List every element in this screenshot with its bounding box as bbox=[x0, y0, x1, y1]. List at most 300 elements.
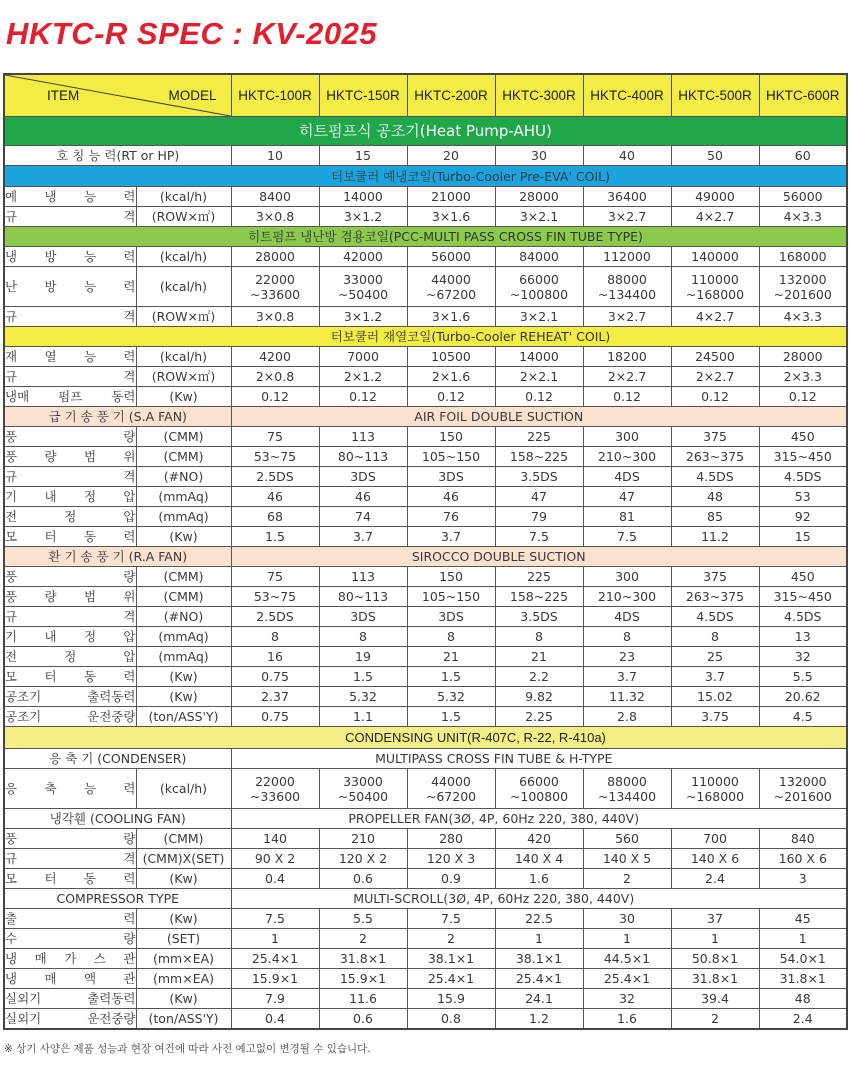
table-row bbox=[4, 347, 847, 367]
value-cell: 22.5 bbox=[495, 909, 583, 929]
value-cell: 48 bbox=[671, 487, 759, 507]
value-cell: 3 bbox=[759, 869, 847, 889]
section-pre-eva-coil-title: 터보쿨러 예냉코일(Turbo-Cooler Pre-EVA' COIL) bbox=[4, 166, 847, 187]
section-reheat-coil bbox=[4, 327, 847, 347]
value-cell: 3×2.7 bbox=[583, 307, 671, 327]
value-cell: 1.1 bbox=[319, 707, 407, 727]
row-label: COMPRESSOR TYPE bbox=[4, 889, 231, 909]
value-cell: 4.5 bbox=[759, 707, 847, 727]
value-cell: 66000 ~100800 bbox=[495, 267, 583, 307]
value-cell: 7.5 bbox=[407, 909, 495, 929]
value-cell: 22000 ~33600 bbox=[231, 769, 319, 809]
value-cell: 8400 bbox=[231, 187, 319, 207]
type-cell: MULTIPASS CROSS FIN TUBE & H-TYPE bbox=[231, 749, 847, 769]
value-cell: 81 bbox=[583, 507, 671, 527]
value-cell: 280 bbox=[407, 829, 495, 849]
type-cell: MULTI-SCROLL(3Ø, 4P, 60Hz 220, 380, 440V) bbox=[231, 889, 847, 909]
row-unit: (SET) bbox=[136, 929, 231, 949]
value-cell: 132000 ~201600 bbox=[759, 769, 847, 809]
value-cell: 56000 bbox=[407, 247, 495, 267]
row-label: 규 격 bbox=[4, 607, 136, 627]
section-heat-pump-ahu bbox=[4, 117, 847, 146]
table-row bbox=[4, 146, 847, 166]
value-cell: 31.8×1 bbox=[671, 969, 759, 989]
value-cell: 3DS bbox=[319, 607, 407, 627]
value-cell: 11.32 bbox=[583, 687, 671, 707]
value-cell: 53~75 bbox=[231, 587, 319, 607]
value-cell: 2×2.7 bbox=[671, 367, 759, 387]
table-row bbox=[4, 427, 847, 447]
value-cell: 4×3.3 bbox=[759, 307, 847, 327]
value-cell: 2×3.3 bbox=[759, 367, 847, 387]
value-cell: 7.5 bbox=[495, 527, 583, 547]
value-cell: 2×2.7 bbox=[583, 367, 671, 387]
value-cell: 15.9 bbox=[407, 989, 495, 1009]
value-cell: 79 bbox=[495, 507, 583, 527]
value-cell: 8 bbox=[231, 627, 319, 647]
model-header: HKTC-600R bbox=[759, 74, 847, 117]
table-row bbox=[4, 929, 847, 949]
value-cell: 75 bbox=[231, 427, 319, 447]
row-unit: (CMM) bbox=[136, 447, 231, 467]
value-cell: 88000 ~134400 bbox=[583, 769, 671, 809]
row-label: 냉 방 능 력 bbox=[4, 247, 136, 267]
table-row bbox=[4, 849, 847, 869]
table-row bbox=[4, 387, 847, 407]
value-cell: 3.5DS bbox=[495, 467, 583, 487]
value-cell: 120 X 2 bbox=[319, 849, 407, 869]
row-unit: (#NO) bbox=[136, 467, 231, 487]
table-row bbox=[4, 467, 847, 487]
value-cell: 1 bbox=[583, 929, 671, 949]
table-row bbox=[4, 507, 847, 527]
value-cell: 1 bbox=[495, 929, 583, 949]
value-cell: 168000 bbox=[759, 247, 847, 267]
value-cell: 3×1.2 bbox=[319, 307, 407, 327]
value-cell: 1 bbox=[671, 929, 759, 949]
value-cell: 158~225 bbox=[495, 587, 583, 607]
value-cell: 9.82 bbox=[495, 687, 583, 707]
value-cell: 700 bbox=[671, 829, 759, 849]
value-cell: 140000 bbox=[671, 247, 759, 267]
row-label: 냉 매 액 관 bbox=[4, 969, 136, 989]
value-cell: 75 bbox=[231, 567, 319, 587]
value-cell: 31.8×1 bbox=[759, 969, 847, 989]
value-cell: 40 bbox=[583, 146, 671, 166]
model-header: HKTC-500R bbox=[671, 74, 759, 117]
value-cell: 7.9 bbox=[231, 989, 319, 1009]
row-unit: (Kw) bbox=[136, 387, 231, 407]
fan-label: 환 기 송 풍 기 (R.A FAN) bbox=[4, 547, 231, 567]
row-unit: (kcal/h) bbox=[136, 769, 231, 809]
table-row bbox=[4, 447, 847, 467]
value-cell: 3DS bbox=[407, 467, 495, 487]
value-cell: 3×2.7 bbox=[583, 207, 671, 227]
value-cell: 8 bbox=[583, 627, 671, 647]
row-label: 냉 매 가 스 관 bbox=[4, 949, 136, 969]
value-cell: 263~375 bbox=[671, 587, 759, 607]
table-row bbox=[4, 247, 847, 267]
value-cell: 105~150 bbox=[407, 587, 495, 607]
value-cell: 5.5 bbox=[759, 667, 847, 687]
value-cell: 120 X 3 bbox=[407, 849, 495, 869]
value-cell: 7000 bbox=[319, 347, 407, 367]
value-cell: 140 X 5 bbox=[583, 849, 671, 869]
model-header: HKTC-300R bbox=[495, 74, 583, 117]
value-cell: 0.6 bbox=[319, 869, 407, 889]
value-cell: 4.5DS bbox=[671, 467, 759, 487]
header-row bbox=[4, 74, 847, 117]
value-cell: 84000 bbox=[495, 247, 583, 267]
cooling-fan-row bbox=[4, 809, 847, 829]
value-cell: 66000 ~100800 bbox=[495, 769, 583, 809]
value-cell: 150 bbox=[407, 567, 495, 587]
value-cell: 1 bbox=[759, 929, 847, 949]
row-label: 규 격 bbox=[4, 207, 136, 227]
value-cell: 8 bbox=[319, 627, 407, 647]
row-label: 호 칭 능 력(RT or HP) bbox=[4, 146, 231, 166]
type-cell: PROPELLER FAN(3Ø, 4P, 60Hz 220, 380, 440V) bbox=[231, 809, 847, 829]
value-cell: 110000 ~168000 bbox=[671, 769, 759, 809]
value-cell: 4×2.7 bbox=[671, 307, 759, 327]
value-cell: 36400 bbox=[583, 187, 671, 207]
value-cell: 25.4×1 bbox=[583, 969, 671, 989]
table-row bbox=[4, 607, 847, 627]
row-unit: (ROW×㎡) bbox=[136, 307, 231, 327]
table-row bbox=[4, 647, 847, 667]
value-cell: 2.2 bbox=[495, 667, 583, 687]
value-cell: 49000 bbox=[671, 187, 759, 207]
value-cell: 105~150 bbox=[407, 447, 495, 467]
table-row bbox=[4, 667, 847, 687]
value-cell: 132000 ~201600 bbox=[759, 267, 847, 307]
value-cell: 2.4 bbox=[759, 1009, 847, 1030]
fan-type: AIR FOIL DOUBLE SUCTION bbox=[231, 407, 847, 427]
value-cell: 32 bbox=[759, 647, 847, 667]
value-cell: 3.7 bbox=[319, 527, 407, 547]
value-cell: 140 X 6 bbox=[671, 849, 759, 869]
model-header: HKTC-400R bbox=[583, 74, 671, 117]
section-condensing-unit-title: CONDENSING UNIT(R-407C, R-22, R-410a) bbox=[4, 727, 847, 749]
value-cell: 0.12 bbox=[671, 387, 759, 407]
value-cell: 85 bbox=[671, 507, 759, 527]
row-unit: (mmAq) bbox=[136, 487, 231, 507]
model-header: HKTC-150R bbox=[319, 74, 407, 117]
value-cell: 113 bbox=[319, 427, 407, 447]
value-cell: 5.32 bbox=[407, 687, 495, 707]
value-cell: 20 bbox=[407, 146, 495, 166]
table-row bbox=[4, 687, 847, 707]
value-cell: 375 bbox=[671, 427, 759, 447]
value-cell: 5.5 bbox=[319, 909, 407, 929]
value-cell: 4.5DS bbox=[759, 607, 847, 627]
value-cell: 0.12 bbox=[583, 387, 671, 407]
value-cell: 210~300 bbox=[583, 587, 671, 607]
value-cell: 263~375 bbox=[671, 447, 759, 467]
table-row bbox=[4, 487, 847, 507]
value-cell: 4DS bbox=[583, 607, 671, 627]
value-cell: 0.12 bbox=[231, 387, 319, 407]
row-label: 풍 량 bbox=[4, 829, 136, 849]
value-cell: 140 X 4 bbox=[495, 849, 583, 869]
value-cell: 8 bbox=[671, 627, 759, 647]
value-cell: 3×1.6 bbox=[407, 207, 495, 227]
value-cell: 14000 bbox=[495, 347, 583, 367]
row-unit: (Kw) bbox=[136, 687, 231, 707]
value-cell: 375 bbox=[671, 567, 759, 587]
row-unit: (mm×EA) bbox=[136, 949, 231, 969]
value-cell: 158~225 bbox=[495, 447, 583, 467]
row-label: 모 터 동 력 bbox=[4, 869, 136, 889]
value-cell: 21 bbox=[407, 647, 495, 667]
value-cell: 14000 bbox=[319, 187, 407, 207]
section-reheat-coil-title: 터보쿨러 재열코일(Turbo-Cooler REHEAT' COIL) bbox=[4, 327, 847, 347]
row-unit: (ROW×㎡) bbox=[136, 367, 231, 387]
table-row bbox=[4, 307, 847, 327]
value-cell: 315~450 bbox=[759, 587, 847, 607]
value-cell: 50.8×1 bbox=[671, 949, 759, 969]
value-cell: 0.12 bbox=[319, 387, 407, 407]
value-cell: 3.5DS bbox=[495, 607, 583, 627]
value-cell: 80~113 bbox=[319, 447, 407, 467]
value-cell: 2×1.2 bbox=[319, 367, 407, 387]
row-label: 실외기 운전중량 bbox=[4, 1009, 136, 1030]
value-cell: 92 bbox=[759, 507, 847, 527]
value-cell: 46 bbox=[407, 487, 495, 507]
value-cell: 112000 bbox=[583, 247, 671, 267]
value-cell: 60 bbox=[759, 146, 847, 166]
value-cell: 53~75 bbox=[231, 447, 319, 467]
table-row bbox=[4, 829, 847, 849]
value-cell: 42000 bbox=[319, 247, 407, 267]
value-cell: 21000 bbox=[407, 187, 495, 207]
value-cell: 74 bbox=[319, 507, 407, 527]
row-unit: (Kw) bbox=[136, 527, 231, 547]
row-label: 난 방 능 력 bbox=[4, 267, 136, 307]
value-cell: 31.8×1 bbox=[319, 949, 407, 969]
row-unit: (Kw) bbox=[136, 989, 231, 1009]
value-cell: 3×2.1 bbox=[495, 207, 583, 227]
value-cell: 2 bbox=[583, 869, 671, 889]
value-cell: 15.02 bbox=[671, 687, 759, 707]
value-cell: 28000 bbox=[495, 187, 583, 207]
value-cell: 8 bbox=[495, 627, 583, 647]
value-cell: 2.4 bbox=[671, 869, 759, 889]
value-cell: 46 bbox=[231, 487, 319, 507]
value-cell: 24.1 bbox=[495, 989, 583, 1009]
row-label: 모 터 동 력 bbox=[4, 667, 136, 687]
value-cell: 80~113 bbox=[319, 587, 407, 607]
footnote: ※ 상기 사양은 제품 성능과 현장 여건에 따라 사전 예고없이 변경될 수 있습니다. bbox=[4, 1043, 371, 1055]
value-cell: 37 bbox=[671, 909, 759, 929]
value-cell: 3DS bbox=[407, 607, 495, 627]
value-cell: 18200 bbox=[583, 347, 671, 367]
row-unit: (#NO) bbox=[136, 607, 231, 627]
value-cell: 2×2.1 bbox=[495, 367, 583, 387]
value-cell: 7.5 bbox=[583, 527, 671, 547]
value-cell: 420 bbox=[495, 829, 583, 849]
value-cell: 47 bbox=[495, 487, 583, 507]
value-cell: 44000 ~67200 bbox=[407, 267, 495, 307]
value-cell: 16 bbox=[231, 647, 319, 667]
value-cell: 22000 ~33600 bbox=[231, 267, 319, 307]
value-cell: 25 bbox=[671, 647, 759, 667]
value-cell: 2 bbox=[319, 929, 407, 949]
row-unit: (mmAq) bbox=[136, 507, 231, 527]
value-cell: 2×0.8 bbox=[231, 367, 319, 387]
table-row bbox=[4, 527, 847, 547]
value-cell: 1.5 bbox=[319, 667, 407, 687]
value-cell: 3×2.1 bbox=[495, 307, 583, 327]
value-cell: 3×0.8 bbox=[231, 307, 319, 327]
value-cell: 1.6 bbox=[583, 1009, 671, 1030]
row-label: 규 격 bbox=[4, 307, 136, 327]
table-row bbox=[4, 969, 847, 989]
value-cell: 28000 bbox=[231, 247, 319, 267]
value-cell: 560 bbox=[583, 829, 671, 849]
row-unit: (kcal/h) bbox=[136, 267, 231, 307]
row-unit: (ton/ASS'Y) bbox=[136, 707, 231, 727]
value-cell: 0.4 bbox=[231, 869, 319, 889]
row-label: 기 내 정 압 bbox=[4, 627, 136, 647]
table-row bbox=[4, 187, 847, 207]
value-cell: 1.2 bbox=[495, 1009, 583, 1030]
row-label: 모 터 동 력 bbox=[4, 527, 136, 547]
value-cell: 4×2.7 bbox=[671, 207, 759, 227]
value-cell: 50 bbox=[671, 146, 759, 166]
row-label: 풍 량 범 위 bbox=[4, 447, 136, 467]
value-cell: 44.5×1 bbox=[583, 949, 671, 969]
value-cell: 2×1.6 bbox=[407, 367, 495, 387]
value-cell: 28000 bbox=[759, 347, 847, 367]
row-unit: (CMM) bbox=[136, 567, 231, 587]
value-cell: 4×3.3 bbox=[759, 207, 847, 227]
item-label: ITEM bbox=[47, 88, 80, 103]
row-label: 공조기 운전중량 bbox=[4, 707, 136, 727]
row-unit: (ROW×㎡) bbox=[136, 207, 231, 227]
table-row bbox=[4, 587, 847, 607]
value-cell: 11.6 bbox=[319, 989, 407, 1009]
table-row bbox=[4, 909, 847, 929]
value-cell: 10 bbox=[231, 146, 319, 166]
row-unit: (CMM) bbox=[136, 587, 231, 607]
value-cell: 15 bbox=[759, 527, 847, 547]
table-row bbox=[4, 627, 847, 647]
row-label: 응 축 능 력 bbox=[4, 769, 136, 809]
value-cell: 56000 bbox=[759, 187, 847, 207]
table-row bbox=[4, 367, 847, 387]
value-cell: 0.12 bbox=[407, 387, 495, 407]
value-cell: 1.5 bbox=[407, 667, 495, 687]
row-unit: (kcal/h) bbox=[136, 347, 231, 367]
row-unit: (kcal/h) bbox=[136, 187, 231, 207]
value-cell: 19 bbox=[319, 647, 407, 667]
model-header: HKTC-100R bbox=[231, 74, 319, 117]
row-label: 풍 량 bbox=[4, 567, 136, 587]
value-cell: 0.8 bbox=[407, 1009, 495, 1030]
table-row bbox=[4, 567, 847, 587]
value-cell: 44000 ~67200 bbox=[407, 769, 495, 809]
value-cell: 300 bbox=[583, 567, 671, 587]
value-cell: 8 bbox=[407, 627, 495, 647]
row-label: 수 량 bbox=[4, 929, 136, 949]
table-row bbox=[4, 707, 847, 727]
value-cell: 315~450 bbox=[759, 447, 847, 467]
table-row bbox=[4, 949, 847, 969]
value-cell: 300 bbox=[583, 427, 671, 447]
model-header: HKTC-200R bbox=[407, 74, 495, 117]
row-label: 풍 량 bbox=[4, 427, 136, 447]
value-cell: 54.0×1 bbox=[759, 949, 847, 969]
value-cell: 840 bbox=[759, 829, 847, 849]
value-cell: 3×1.2 bbox=[319, 207, 407, 227]
value-cell: 0.12 bbox=[759, 387, 847, 407]
value-cell: 2.5DS bbox=[231, 607, 319, 627]
value-cell: 3×1.6 bbox=[407, 307, 495, 327]
value-cell: 0.75 bbox=[231, 667, 319, 687]
value-cell: 3×0.8 bbox=[231, 207, 319, 227]
row-label: 공조기 출력동력 bbox=[4, 687, 136, 707]
value-cell: 10500 bbox=[407, 347, 495, 367]
row-label: 출 력 bbox=[4, 909, 136, 929]
row-label: 예 냉 능 력 bbox=[4, 187, 136, 207]
table-row bbox=[4, 1009, 847, 1030]
value-cell: 4.5DS bbox=[759, 467, 847, 487]
row-label: 규 격 bbox=[4, 367, 136, 387]
value-cell: 3.7 bbox=[671, 667, 759, 687]
value-cell: 4DS bbox=[583, 467, 671, 487]
value-cell: 1.5 bbox=[407, 707, 495, 727]
value-cell: 0.6 bbox=[319, 1009, 407, 1030]
page-title: HKTC-R SPEC : KV-2025 bbox=[6, 16, 378, 51]
table-row bbox=[4, 869, 847, 889]
value-cell: 5.32 bbox=[319, 687, 407, 707]
item-model-header bbox=[4, 74, 231, 117]
value-cell: 2 bbox=[671, 1009, 759, 1030]
row-label: 규 격 bbox=[4, 849, 136, 869]
value-cell: 3.75 bbox=[671, 707, 759, 727]
row-label: 냉각휀 (COOLING FAN) bbox=[4, 809, 231, 829]
row-unit: (Kw) bbox=[136, 667, 231, 687]
row-label: 풍 량 범 위 bbox=[4, 587, 136, 607]
value-cell: 47 bbox=[583, 487, 671, 507]
row-unit: (mm×EA) bbox=[136, 969, 231, 989]
value-cell: 3.7 bbox=[583, 667, 671, 687]
value-cell: 39.4 bbox=[671, 989, 759, 1009]
value-cell: 0.12 bbox=[495, 387, 583, 407]
table-row bbox=[4, 267, 847, 307]
value-cell: 7.5 bbox=[231, 909, 319, 929]
row-unit: (ton/ASS'Y) bbox=[136, 1009, 231, 1030]
row-label: 전 정 압 bbox=[4, 507, 136, 527]
value-cell: 24500 bbox=[671, 347, 759, 367]
condenser-row bbox=[4, 749, 847, 769]
row-unit: (Kw) bbox=[136, 869, 231, 889]
section-pcc-coil-title: 히트펌프 냉난방 겸용코일(PCC-MULTI PASS CROSS FIN TUBE TYPE) bbox=[4, 227, 847, 247]
row-label: 냉매 펌프 동력 bbox=[4, 387, 136, 407]
row-unit: (mmAq) bbox=[136, 627, 231, 647]
spec-table bbox=[3, 73, 848, 1030]
value-cell: 45 bbox=[759, 909, 847, 929]
section-ra-fan bbox=[4, 547, 847, 567]
section-pcc-coil bbox=[4, 227, 847, 247]
value-cell: 88000 ~134400 bbox=[583, 267, 671, 307]
value-cell: 210 bbox=[319, 829, 407, 849]
model-label: MODEL bbox=[168, 88, 217, 103]
value-cell: 46 bbox=[319, 487, 407, 507]
value-cell: 48 bbox=[759, 989, 847, 1009]
value-cell: 32 bbox=[583, 989, 671, 1009]
